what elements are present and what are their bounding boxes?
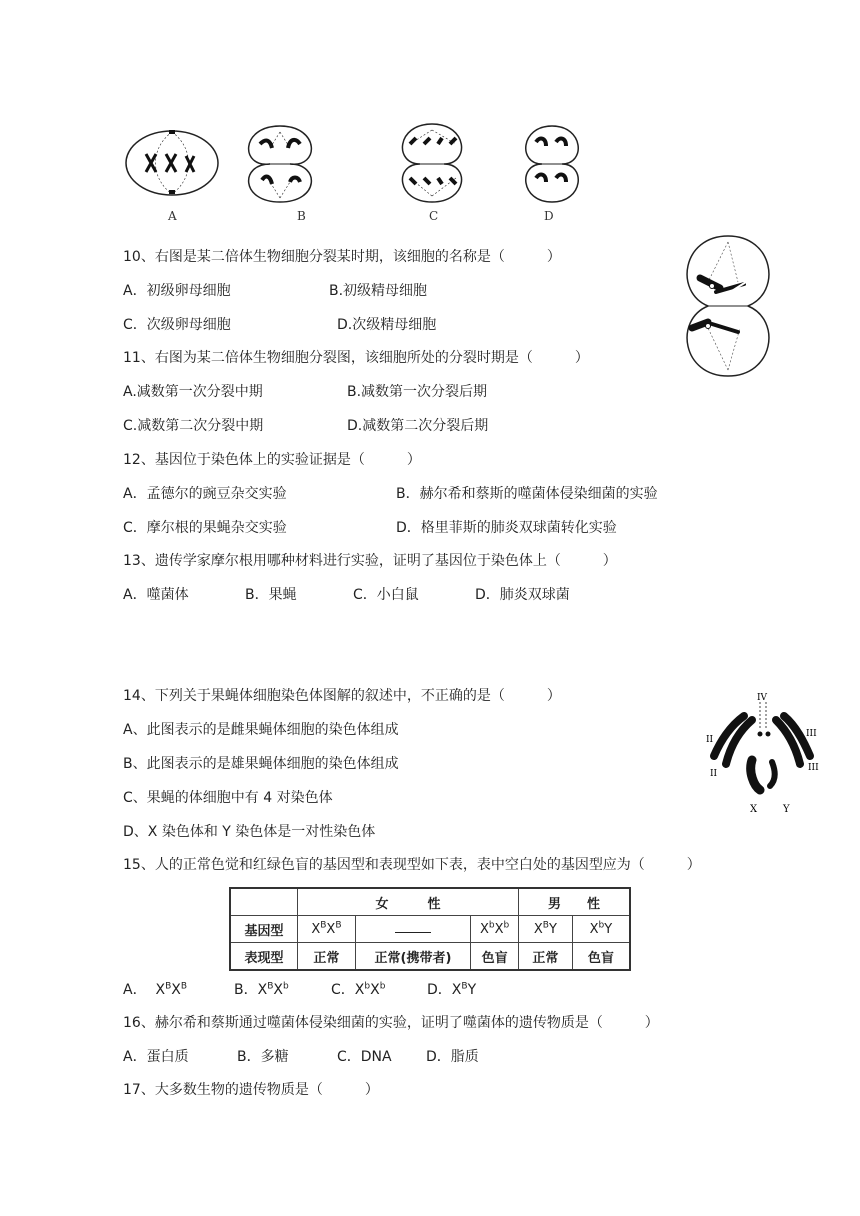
karyo-label-iii-lower: III xyxy=(808,763,819,773)
q16-option-a: A．蛋白质 xyxy=(123,1049,189,1065)
q16-option-b: B．多糖 xyxy=(237,1049,289,1065)
karyo-label-iii-right: III xyxy=(806,729,817,739)
cell-diagram-c xyxy=(402,124,461,202)
q15-option-a: A． $X^BX^B$ xyxy=(123,981,188,998)
q14-option-d: D、X 染色体和 Y 染色体是一对性染色体 xyxy=(123,824,376,840)
q13-option-c: C．小白鼠 xyxy=(353,587,419,603)
q11-option-b: B.减数第一次分裂后期 xyxy=(347,384,488,400)
q11-option-c: C.减数第二次分裂中期 xyxy=(123,418,264,434)
table-label-genotype: 基因型 xyxy=(230,916,298,943)
q12-option-d: D．格里菲斯的肺炎双球菌转化实验 xyxy=(396,520,617,536)
q10-cell-figure xyxy=(668,232,788,380)
figure-caption-b: B xyxy=(297,209,306,223)
q11-option-a: A.减数第一次分裂中期 xyxy=(123,384,263,400)
q15-option-d-letter: D． xyxy=(427,982,452,998)
table-corner xyxy=(230,888,298,916)
cell-diagram-d xyxy=(526,126,578,202)
karyo-label-x: X xyxy=(750,804,758,815)
q13-option-b: B．果蝇 xyxy=(245,587,297,603)
table-header-female: 女 性 xyxy=(298,888,519,916)
q14-option-a: A、此图表示的是雌果蝇体细胞的染色体组成 xyxy=(123,722,399,738)
genotype-xby-normal: $X^BY$ xyxy=(519,916,573,943)
table-header-male: 男 性 xyxy=(519,888,631,916)
q12-option-a: A．孟德尔的豌豆杂交实验 xyxy=(123,486,287,502)
q15-stem: 15、人的正常色觉和红绿色盲的基因型和表现型如下表，表中空白处的基因型应为（ ） xyxy=(123,857,701,873)
q10-option-d: D.次级精母细胞 xyxy=(337,317,437,333)
phenotype-cell: 正常(携带者) xyxy=(355,943,470,971)
q14-option-b: B、此图表示的是雄果蝇体细胞的染色体组成 xyxy=(123,756,399,772)
karyo-label-ii-left: II xyxy=(706,735,714,745)
q13-option-a: A．噬菌体 xyxy=(123,587,189,603)
q10-option-a: A．初级卵母细胞 xyxy=(123,283,231,299)
genotype-phenotype-table xyxy=(229,887,631,971)
q17-stem: 17、大多数生物的遗传物质是（ ） xyxy=(123,1082,379,1098)
phenotype-cell: 正常 xyxy=(298,943,356,971)
karyo-label-ii-lower: II xyxy=(710,769,718,779)
q15-option-b-letter: B． xyxy=(234,982,258,998)
q12-option-b: B．赫尔希和蔡斯的噬菌体侵染细菌的实验 xyxy=(396,486,658,502)
q15-option-c-letter: C． xyxy=(331,982,355,998)
genotype-xby-colorblind: $X^bY$ xyxy=(572,916,630,943)
q12-option-c: C．摩尔根的果蝇杂交实验 xyxy=(123,520,287,536)
q10-option-c: C．次级卵母细胞 xyxy=(123,317,231,333)
phenotype-cell: 色盲 xyxy=(471,943,519,971)
q13-stem: 13、遗传学家摩尔根用哪种材料进行实验，证明了基因位于染色体上（ ） xyxy=(123,553,617,569)
karyo-label-iv: IV xyxy=(757,693,768,703)
q13-option-d: D．肺炎双球菌 xyxy=(475,587,570,603)
phenotype-cell: 色盲 xyxy=(572,943,630,971)
genotype-xbxb-colorblind: $X^bX^b$ xyxy=(471,916,519,943)
genotype-blank xyxy=(355,916,470,943)
q12-stem: 12、基因位于染色体上的实验证据是（ ） xyxy=(123,452,421,468)
q15-option-a-letter: A． xyxy=(123,982,147,998)
q15-option-c: C．$X^bX^b$ xyxy=(331,981,386,998)
q11-stem: 11、右图为某二倍体生物细胞分裂图，该细胞所处的分裂时期是（ ） xyxy=(123,350,589,366)
karyo-label-y: Y xyxy=(783,804,790,815)
genotype-xbxb-normal: $X^BX^B$ xyxy=(298,916,356,943)
phenotype-cell: 正常 xyxy=(519,943,573,971)
q11-option-d: D.减数第二次分裂后期 xyxy=(347,418,489,434)
cell-division-figure-abcd xyxy=(120,118,600,228)
cell-diagram-a xyxy=(126,130,218,195)
fruit-fly-karyotype-figure xyxy=(700,686,824,818)
q15-option-d: D．$X^BY$ xyxy=(427,981,477,998)
q15-option-b: B．$X^BX^b$ xyxy=(234,981,289,998)
table-label-phenotype: 表现型 xyxy=(230,943,298,971)
q14-stem: 14、下列关于果蝇体细胞染色体图解的叙述中，不正确的是（ ） xyxy=(123,688,561,704)
q10-option-b: B.初级精母细胞 xyxy=(329,283,428,299)
figure-caption-d: D xyxy=(544,209,554,223)
figure-caption-a: A xyxy=(168,209,177,223)
q16-stem: 16、赫尔希和蔡斯通过噬菌体侵染细菌的实验，证明了噬菌体的遗传物质是（ ） xyxy=(123,1015,659,1031)
q16-option-d: D．脂质 xyxy=(426,1049,479,1065)
q10-stem: 10、右图是某二倍体生物细胞分裂某时期，该细胞的名称是（ ） xyxy=(123,249,561,265)
q14-option-c: C、果蝇的体细胞中有 4 对染色体 xyxy=(123,790,333,806)
q16-option-c: C．DNA xyxy=(337,1049,392,1065)
cell-diagram-b xyxy=(249,126,312,202)
figure-caption-c: C xyxy=(429,209,439,223)
